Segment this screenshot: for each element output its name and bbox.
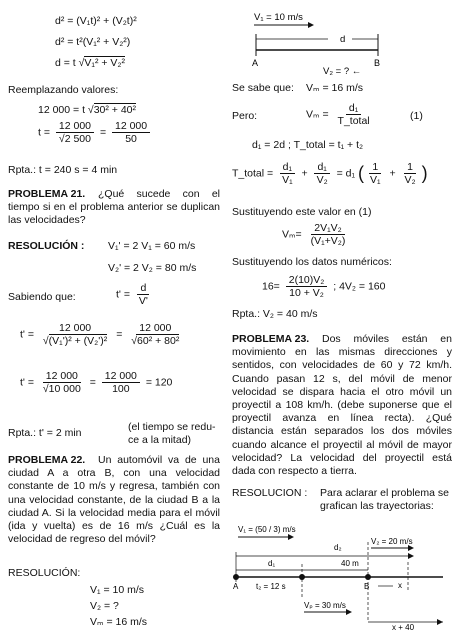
pero-equation [306, 102, 376, 127]
fig2-b-label: B [364, 582, 370, 591]
fig1-b-label: B [374, 58, 381, 68]
lhs: t' = [20, 328, 34, 341]
answer-p22: Rpta.: V₂ = 40 m/s [232, 308, 318, 320]
fraction-numeric [286, 274, 328, 299]
res21-v1: V₁' = 2 V₁ = 60 m/s [108, 240, 196, 252]
eq3-lhs: d = t [55, 57, 76, 69]
fraction-d1-v2 [314, 161, 331, 186]
pero-label: Pero: [232, 110, 258, 122]
fig1-v1-label: V₁ = 10 m/s [254, 12, 303, 23]
fig2-d2-head [408, 553, 414, 559]
sabiendo-label: Sabiendo que: [8, 291, 76, 303]
equals: = [99, 126, 107, 139]
fraction-d-over-v [136, 282, 151, 307]
figure-problem-23 [228, 522, 453, 632]
fraction-1-v1 [367, 161, 384, 186]
denominator: √(V₁')² + (V₂')² [42, 335, 108, 347]
lhs: Vₘ = [306, 108, 329, 121]
problem-22-text: Un automóvil va de una ciudad A a otra B, con una velocidad constante de 10 m/s y regresa, también con una velocidad constante, de la ciudad B a la ciudad A. Si la velocidad media para el móvil (ida y vuelta) es de 16 m/s ¿Cuál es la velocidad de regreso del móvil? [8, 454, 220, 546]
fig2-40-label: 40 m [341, 559, 359, 568]
eq4-radicand: 30² + 40² [93, 104, 137, 116]
equals: = [89, 376, 96, 389]
resolution-23-label: RESOLUCION : [232, 487, 308, 499]
se-sabe-label: Se sabe que: [232, 82, 294, 94]
equation-d-squared-2: d² = t²(V₁² + V₂²) [55, 36, 131, 48]
se-sabe-eq: Vₘ = 16 m/s [306, 82, 364, 94]
lhs: Vₘ= [282, 228, 302, 241]
fig2-t2-label: t₂ = 12 s [256, 582, 286, 591]
fraction-d1-over-ttotal [335, 102, 373, 127]
problem-21-title: PROBLEMA 21. [8, 188, 86, 200]
eq4-lhs: 12 000 = t [38, 104, 85, 116]
denominator: V₂ [404, 174, 416, 186]
numerator: 12 000 [136, 322, 174, 335]
t-prime-equation [20, 322, 185, 347]
sustituyendo-2: Sustituyendo los datos numéricos: [232, 256, 392, 268]
fraction-d1-v1 [279, 161, 296, 186]
equation-tag-1: (1) [410, 110, 423, 122]
numerator: 12 000 [102, 370, 140, 383]
denominator: V₁ [369, 174, 381, 186]
numerator: 2(10)V₂ [286, 274, 328, 287]
fig1-arrowhead [308, 22, 314, 28]
sqrt-symbol: √ [87, 104, 94, 116]
fig2-x40-head [437, 619, 443, 625]
res22-v1: V₁ = 10 m/s [90, 584, 145, 596]
answer-p20: Rpta.: t = 240 s = 4 min [8, 164, 118, 176]
answer-p21: Rpta.: t' = 2 min [8, 427, 82, 439]
fig1-v2-label: V₂ = ? ← [323, 66, 362, 77]
equation-d-root [55, 57, 125, 70]
answer-p21-note-1: (el tiempo se redu- [128, 421, 216, 433]
numerator: 2V₁V₂ [311, 222, 344, 235]
numeric-equation [262, 274, 386, 299]
equation-12000 [38, 104, 136, 117]
fig2-vp-head [346, 609, 352, 615]
fig2-v1-label: V₁ = (50 / 3) m/s [238, 525, 296, 534]
paren-open: ( [357, 163, 364, 183]
denominator: 50 [125, 133, 137, 145]
numerator: d₁ [314, 161, 329, 174]
denominator: V₁ [282, 174, 293, 186]
sabiendo-equation [116, 282, 154, 307]
lhs: t' = [116, 288, 130, 301]
numerator: 12 000 [43, 370, 81, 383]
problem-21-text: ¿Qué sucede con el tiempo si en el problema anterior se duplican las velocidades? [8, 188, 220, 227]
denominator: V' [138, 295, 148, 307]
denominator: √60² + 80² [131, 335, 180, 347]
fraction-1-v2 [402, 161, 419, 186]
fraction-2 [102, 370, 140, 395]
fig2-vp-label: Vₚ = 30 m/s [304, 601, 346, 610]
rhs: ; 4V₂ = 160 [333, 280, 386, 293]
numerator: 1 [369, 161, 381, 174]
denominator: 100 [112, 383, 130, 395]
numerator: 1 [404, 161, 416, 174]
result: = 120 [145, 376, 173, 389]
fig2-v2-label: V₂ = 20 m/s [371, 537, 413, 546]
fig1-d-label: d [340, 34, 346, 45]
fraction-1 [40, 370, 84, 395]
denominator: √10 000 [42, 383, 81, 395]
figure-problem-22 [228, 6, 453, 78]
fig2-x40-label: x + 40 [392, 623, 415, 632]
res22-vm: Vₘ = 16 m/s [90, 616, 148, 628]
vm-equation [282, 222, 351, 247]
equals: = [116, 328, 123, 341]
denominator: V₂ [316, 174, 328, 186]
denominator: 10 + V₂ [289, 287, 324, 299]
numerator: d₁ [346, 102, 361, 115]
mid: = d₁ [336, 167, 356, 180]
problem-23-title: PROBLEMA 23. [232, 333, 310, 345]
eq5-t: t = [38, 126, 50, 139]
numerator: 12 000 [112, 120, 150, 133]
fig2-v1-head [288, 534, 294, 540]
fraction-12000-over-50 [112, 120, 150, 145]
numerator: d [137, 282, 149, 295]
denominator: √2 500 [58, 133, 91, 145]
sqrt-symbol: √ [78, 57, 85, 69]
numerator: d₁ [280, 161, 295, 174]
fig2-x-label: x [398, 581, 402, 590]
sustituyendo-1: Sustituyendo este valor en (1) [232, 206, 372, 218]
answer-p21-note-2: ce a la mitad) [128, 434, 192, 446]
fig2-a-label: A [233, 582, 239, 591]
paren-close: ) [421, 163, 428, 183]
fraction-2 [128, 322, 182, 347]
lhs: 16= [262, 280, 280, 293]
problem-22-title: PROBLEMA 22. [8, 454, 86, 466]
equation-t-fraction [38, 120, 153, 145]
d1-ttotal-equation: d₁ = 2d ; T_total = t₁ + t₂ [252, 139, 364, 151]
resolution-23-text: Para aclarar el problema se grafican las trayectorias: [320, 487, 449, 513]
resolution-21-label: RESOLUCIÓN : [8, 240, 85, 252]
fig2-d1-label: d₁ [268, 559, 276, 568]
denominator: T_total [337, 115, 370, 127]
fig1-a-label: A [252, 58, 259, 68]
numerator: 12 000 [56, 120, 94, 133]
problem-23-text: Dos móviles están en movimiento en las mismas direcciones y sentidos, con velocidades de 60 y 72 km/h. Cuando pasan 12 s, del móvil de menor velocidad se dispara hacia el otro móvil un proyectil a 108 km/h. (debe suponerse que el proyectil avanza en línea recta). ¿Qué distancia están separados los dos móviles cuando alcance el proyectil al móvil de mayor velocidad? La velocidad del proyectil está dada con respecto a tierra. [232, 333, 452, 478]
plus: + [301, 167, 308, 180]
plus: + [389, 167, 396, 180]
equation-d-squared-1: d² = (V₁t)² + (V₂t)² [55, 15, 137, 27]
fraction-1 [40, 322, 110, 347]
res21-v2: V₂' = 2 V₂ = 80 m/s [108, 262, 197, 274]
lhs: t' = [20, 376, 34, 389]
fraction-12000-over-root2500 [56, 120, 94, 145]
ttotal-equation [232, 161, 428, 186]
t-prime-result [20, 370, 172, 395]
replace-values-label: Reemplazando valores: [8, 84, 119, 96]
lhs: T_total = [232, 167, 274, 180]
res22-v2: V₂ = ? [90, 600, 119, 612]
fraction-vm [308, 222, 349, 247]
fig2-d2-label: d₂ [334, 543, 342, 552]
denominator: (V₁+V₂) [310, 235, 346, 247]
eq3-radicand: V₁² + V₂² [84, 57, 126, 69]
resolution-22-label: RESOLUCIÓN: [8, 567, 81, 579]
numerator: 12 000 [56, 322, 94, 335]
